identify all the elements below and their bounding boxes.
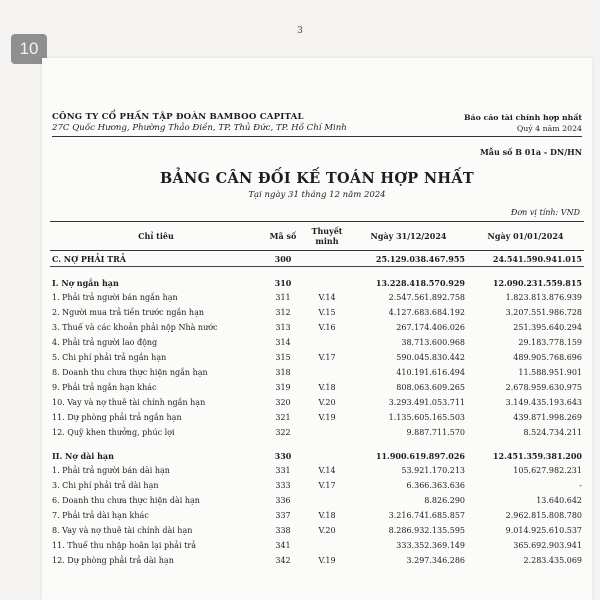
row-code: 320 <box>275 398 291 407</box>
table-row <box>50 553 584 568</box>
row-name: 1. Phải trả người bán dài hạn <box>52 466 170 475</box>
row-name: 6. Doanh thu chưa thực hiện dài hạn <box>52 496 200 505</box>
slide-number-badge: 10 <box>11 34 47 64</box>
row-name: II. Nợ dài hạn <box>52 450 114 461</box>
table-row <box>50 320 584 335</box>
row-current: 8.826.290 <box>424 496 465 505</box>
row-name: 1. Phải trả người bán ngắn hạn <box>52 293 178 302</box>
row-code: 321 <box>275 413 291 422</box>
row-note: V.20 <box>318 526 336 535</box>
col-header-current: Ngày 31/12/2024 <box>350 222 467 251</box>
row-code: 313 <box>275 323 291 332</box>
row-previous: 24.541.590.941.015 <box>467 251 584 267</box>
row-code: 312 <box>275 308 291 317</box>
row-current: 13.228.418.570.929 <box>375 277 465 288</box>
row-code: 342 <box>275 556 291 565</box>
row-previous: 1.823.813.876.939 <box>505 293 582 302</box>
row-previous: 12.090.231.559.815 <box>492 277 582 288</box>
row-note: V.19 <box>318 556 336 565</box>
row-note: V.15 <box>318 308 336 317</box>
col-header-note <box>304 222 350 251</box>
row-current: 9.887.711.570 <box>406 428 465 437</box>
row-code: 315 <box>275 353 291 362</box>
table-row <box>50 290 584 305</box>
row-code: 311 <box>275 293 291 302</box>
row-previous: 2.678.959.630.975 <box>505 383 582 392</box>
table-row <box>50 538 584 553</box>
table-row <box>50 395 584 410</box>
table-row <box>50 350 584 365</box>
row-previous: 8.524.734.211 <box>523 428 582 437</box>
row-note: V.18 <box>318 511 336 520</box>
row-previous: 105.627.982.231 <box>513 466 582 475</box>
row-previous: 2.962.815.808.780 <box>505 511 582 520</box>
page-number: 3 <box>297 26 303 36</box>
row-previous: 2.283.435.069 <box>523 556 582 565</box>
row-note <box>304 493 350 508</box>
table-row <box>50 478 584 493</box>
row-note: V.14 <box>318 293 336 302</box>
report-type: Báo cáo tài chính hợp nhất <box>463 113 582 122</box>
table-row <box>50 275 584 290</box>
row-name: I. Nợ ngắn hạn <box>52 277 119 288</box>
row-name: 5. Chi phí phải trả ngắn hạn <box>52 353 167 362</box>
row-note <box>304 425 350 440</box>
company-header <box>52 112 347 134</box>
row-code: 330 <box>274 450 292 461</box>
table-row <box>50 251 584 267</box>
table-row <box>50 523 584 538</box>
row-previous: 251.395.640.294 <box>513 323 582 332</box>
row-current: 3.216.741.685.857 <box>388 511 465 520</box>
row-previous: 365.692.903.941 <box>513 541 582 550</box>
row-current: 25.129.038.467.955 <box>350 251 467 267</box>
row-current: 3.293.491.053.711 <box>388 398 465 407</box>
table-row <box>50 365 584 380</box>
table-header-row <box>50 222 584 251</box>
row-current: 808.063.609.265 <box>396 383 465 392</box>
row-code: 322 <box>275 428 291 437</box>
row-name: 8. Vay và nợ thuê tài chính dài hạn <box>52 526 193 535</box>
row-code: 336 <box>275 496 291 505</box>
row-name: 10. Vay và nợ thuê tài chính ngắn hạn <box>52 398 206 407</box>
row-previous: - <box>579 481 582 490</box>
note-header-line1: Thuyết <box>311 226 343 236</box>
report-period: Quý 4 năm 2024 <box>516 124 582 133</box>
row-previous: 12.451.359.381.200 <box>492 450 582 461</box>
row-current: 6.366.363.636 <box>406 481 465 490</box>
row-note: V.18 <box>318 383 336 392</box>
row-note <box>304 365 350 380</box>
row-previous: 11.588.951.901 <box>518 368 582 377</box>
row-name: 11. Thuế thu nhập hoãn lại phải trả <box>52 541 196 550</box>
table-row <box>50 493 584 508</box>
row-note <box>304 251 350 267</box>
row-name: 9. Phải trả ngắn hạn khác <box>52 383 157 392</box>
header-divider <box>52 136 582 137</box>
row-name: 7. Phải trả dài hạn khác <box>52 511 149 520</box>
table-row <box>50 380 584 395</box>
row-note <box>304 335 350 350</box>
row-code: 341 <box>275 541 291 550</box>
company-address: 27C Quốc Hương, Phường Thảo Điền, TP. Thủ Đức, TP. Hồ Chí Minh <box>52 123 347 133</box>
col-header-code: Mã số <box>262 222 304 251</box>
row-previous: 9.014.925.610.537 <box>505 526 582 535</box>
row-previous: 3.149.435.193.643 <box>505 398 582 407</box>
row-previous: 3.207.551.986.728 <box>505 308 582 317</box>
row-name: 4. Phải trả người lao động <box>52 338 158 347</box>
note-header-line2: minh <box>315 236 339 246</box>
row-note <box>304 538 350 553</box>
table-row <box>50 410 584 425</box>
row-code: 333 <box>275 481 291 490</box>
row-note: V.16 <box>318 323 336 332</box>
row-current: 53.921.170.213 <box>401 466 465 475</box>
table-row <box>50 335 584 350</box>
row-code: 319 <box>275 383 291 392</box>
row-name: 11. Dự phòng phải trả ngắn hạn <box>52 413 182 422</box>
row-current: 8.286.932.135.595 <box>388 526 465 535</box>
report-header <box>464 112 582 134</box>
row-note: V.17 <box>318 481 336 490</box>
row-note: V.14 <box>318 466 336 475</box>
row-spacer <box>50 267 584 276</box>
row-current: 410.191.616.494 <box>396 368 465 377</box>
row-code: 337 <box>275 511 291 520</box>
row-name: 3. Chi phí phải trả dài hạn <box>52 481 159 490</box>
row-name: 12. Dự phòng phải trả dài hạn <box>52 556 174 565</box>
row-previous: 29.183.778.159 <box>518 338 582 347</box>
row-name: 3. Thuế và các khoản phải nộp Nhà nước <box>52 323 218 332</box>
row-note: V.20 <box>318 398 336 407</box>
row-note <box>304 448 350 463</box>
col-header-name: Chỉ tiêu <box>50 222 262 251</box>
row-code: 318 <box>275 368 291 377</box>
row-current: 4.127.683.684.192 <box>388 308 465 317</box>
row-note: V.19 <box>318 413 336 422</box>
row-code: 300 <box>262 251 304 267</box>
balance-sheet-table <box>50 221 584 568</box>
row-code: 310 <box>274 277 292 288</box>
row-name: 8. Doanh thu chưa thực hiện ngắn hạn <box>52 368 208 377</box>
row-current: 38.713.600.968 <box>401 338 465 347</box>
row-current: 11.900.619.897.026 <box>375 450 465 461</box>
row-previous: 489.905.768.696 <box>513 353 582 362</box>
table-row <box>50 463 584 478</box>
table-row <box>50 508 584 523</box>
row-current: 590.045.830.442 <box>396 353 465 362</box>
form-number: Mẫu số B 01a - DN/HN <box>479 147 582 157</box>
row-previous: 439.871.998.269 <box>513 413 582 422</box>
document-page <box>42 58 592 600</box>
document-title: BẢNG CÂN ĐỐI KẾ TOÁN HỢP NHẤT <box>159 170 475 187</box>
row-current: 1.135.605.165.503 <box>388 413 465 422</box>
table-row <box>50 448 584 463</box>
row-note: V.17 <box>318 353 336 362</box>
row-code: 314 <box>275 338 291 347</box>
report-date: Tại ngày 31 tháng 12 năm 2024 <box>248 190 386 200</box>
row-code: 331 <box>275 466 291 475</box>
company-name: CÔNG TY CỔ PHẦN TẬP ĐOÀN BAMBOO CAPITAL <box>52 112 304 122</box>
row-current: 3.297.346.286 <box>406 556 465 565</box>
row-previous: 13.640.642 <box>536 496 582 505</box>
currency-unit: Đơn vị tính: VND <box>510 208 580 217</box>
row-current: 333.352.369.149 <box>396 541 465 550</box>
row-current: 267.174.406.026 <box>396 323 465 332</box>
row-name: 2. Người mua trả tiền trước ngắn hạn <box>52 308 205 317</box>
col-header-previous: Ngày 01/01/2024 <box>467 222 584 251</box>
row-current: 2.547.561.892.758 <box>388 293 465 302</box>
table-row <box>50 425 584 440</box>
table-row <box>50 305 584 320</box>
row-note <box>304 275 350 290</box>
row-code: 338 <box>275 526 291 535</box>
row-name: C. NỢ PHẢI TRẢ <box>50 251 262 267</box>
row-name: 12. Quỹ khen thưởng, phúc lợi <box>52 428 175 437</box>
row-spacer <box>50 440 584 448</box>
